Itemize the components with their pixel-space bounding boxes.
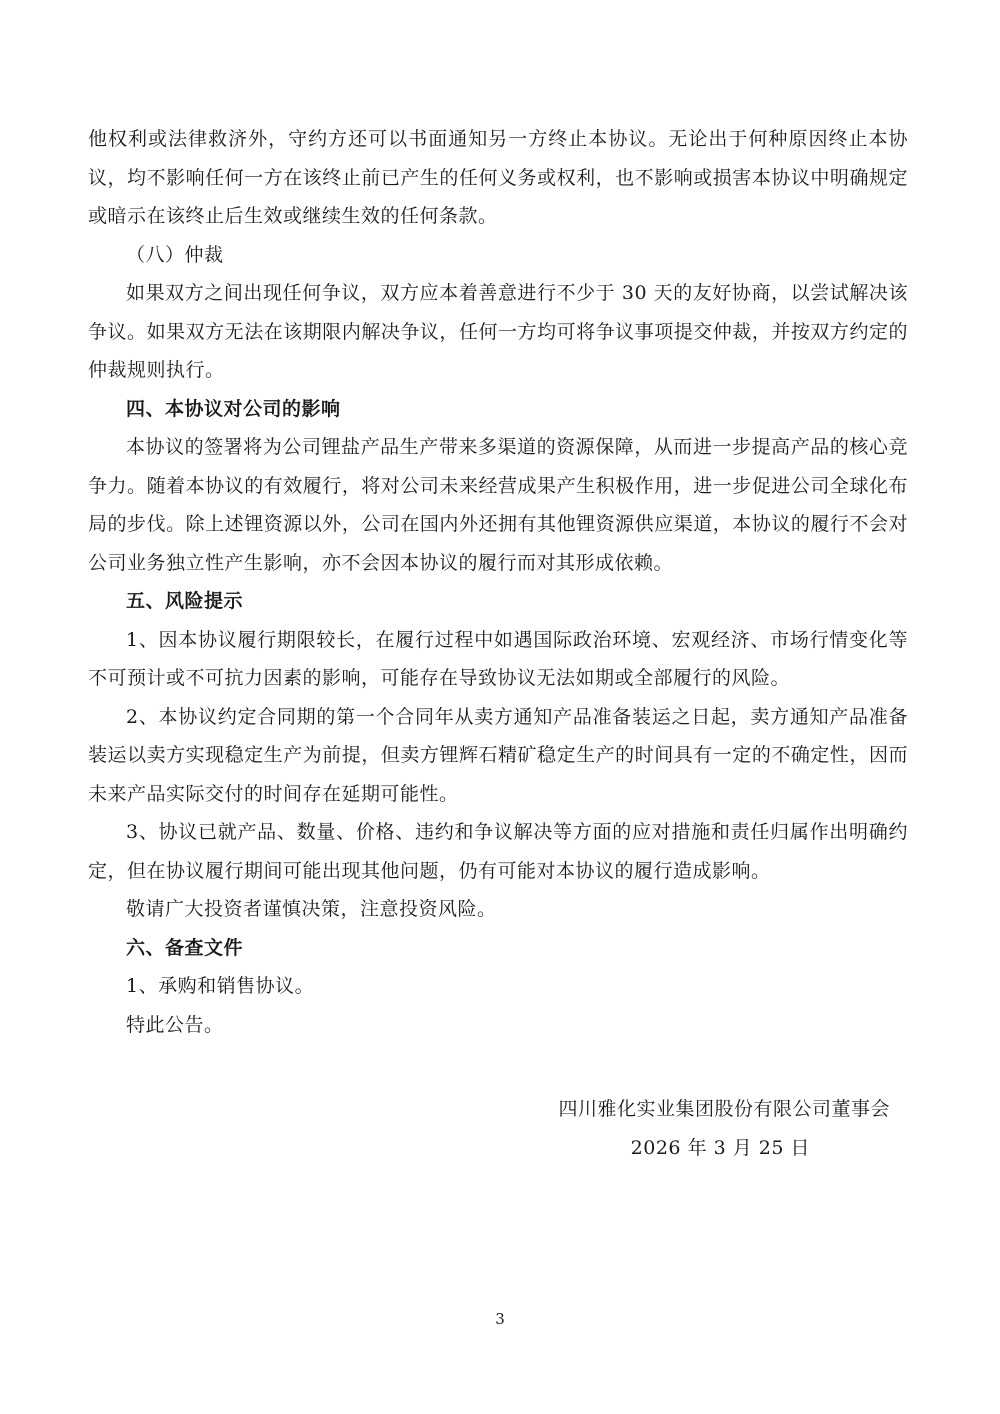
signature-company: 四川雅化实业集团股份有限公司董事会 [558, 1098, 890, 1120]
risk-item-3: 3、协议已就产品、数量、价格、违约和争议解决等方面的应对措施和责任归属作出明确约定，但在协议履行期间可能出现其他问题，仍有可能对本协议的履行造成影响。 [88, 821, 908, 882]
reference-heading: 六、备查文件 [126, 936, 244, 959]
impact-paragraph: 本协议的签署将为公司锂盐产品生产带来多渠道的资源保障，从而进一步提高产品的核心竞争力。随着本协议的有效履行，将对公司未来经营成果产生积极作用，进一步促进公司全球化布局的步伐。除上述锂资源以外，公司在国内外还拥有其他锂资源供应渠道，本协议的履行不会对公司业务独立性产生影响，亦不会因本协议的履行而对其形成依赖。 [88, 436, 908, 574]
risk-item-1: 1、因本协议履行期限较长，在履行过程中如遇国际政治环境、宏观经济、市场行情变化等不可预计或不可抗力因素的影响，可能存在导致协议无法如期或全部履行的风险。 [88, 628, 908, 689]
closing-line: 特此公告。 [126, 1013, 224, 1036]
signature-block [558, 1090, 890, 1167]
page-number: 3 [495, 1310, 505, 1328]
document-body [88, 120, 908, 1044]
arbitration-paragraph: 如果双方之间出现任何争议，双方应本着善意进行不少于 30 天的友好协商，以尝试解决该争议。如果双方无法在该期限内解决争议，任何一方均可将争议事项提交仲裁，并按双方约定的仲裁规则执行。 [88, 282, 908, 381]
reference-item-1: 1、承购和销售协议。 [126, 975, 315, 997]
impact-heading: 四、本协议对公司的影响 [126, 397, 341, 420]
risk-heading: 五、风险提示 [126, 590, 244, 612]
risk-item-2: 2、本协议约定合同期的第一个合同年从卖方通知产品准备装运之日起，卖方通知产品准备装运以卖方实现稳定生产为前提，但卖方锂辉石精矿稳定生产的时间具有一定的不确定性，因而未来产品实际交付的时间存在延期可能性。 [88, 705, 908, 805]
signature-date: 2026 年 3 月 25 日 [630, 1136, 810, 1159]
arbitration-heading: （八）仲裁 [126, 243, 224, 266]
continuation-paragraph: 他权利或法律救济外，守约方还可以书面通知另一方终止本协议。无论出于何种原因终止本协议，均不影响任何一方在该终止前已产生的任何义务或权利，也不影响或损害本协议中明确规定或暗示在该终止后生效或继续生效的任何条款。 [88, 128, 908, 227]
risk-notice: 敬请广大投资者谨慎决策，注意投资风险。 [126, 898, 497, 920]
